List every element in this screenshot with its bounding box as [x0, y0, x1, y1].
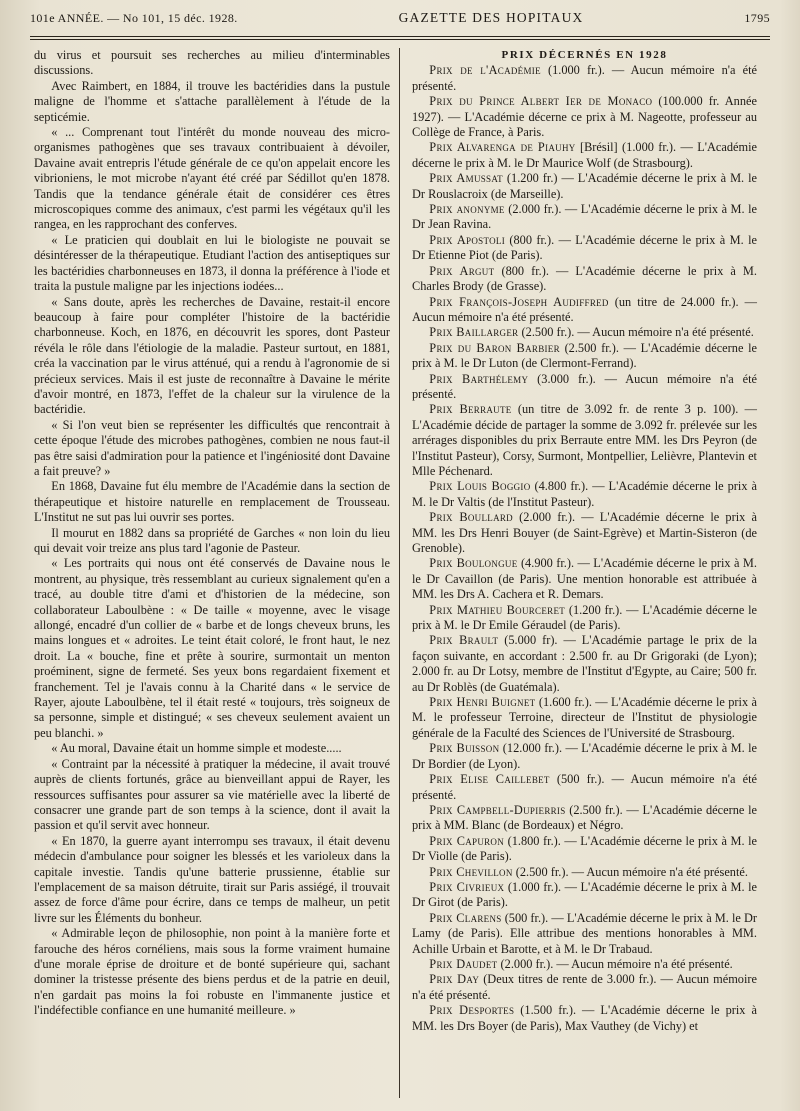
prize-text: (500 fr.). — L'Académie décerne le prix à M. le Dr Lamy (de Paris). Elle attribue des mentions honorables à MM. Achille Urbain et Barotte, et à M. le Dr Trabaud.	[412, 910, 757, 956]
paragraph: Avec Raimbert, en 1884, il trouve les bactéridies dans la pustule maligne de l'homme et s'attache parallèlement à l'étude de la septicémie.	[34, 78, 390, 124]
prize-text: (3.000 fr.). — Aucun mémoire n'a été présenté.	[412, 371, 758, 401]
prize-entry	[412, 341, 757, 372]
prize-text: (2.000 fr.). — Aucun mémoire n'a été présenté.	[497, 956, 733, 971]
prize-text: (12.000 fr.). — L'Académie décerne le prix à M. le Dr Bordier (de Lyon).	[412, 741, 757, 771]
prize-text: (1.800 fr.). — L'Académie décerne le prix à M. le Dr Violle (de Paris).	[412, 833, 757, 864]
prize-entry	[412, 741, 757, 772]
page-number: 1795	[744, 11, 770, 25]
prize-entry	[412, 325, 757, 340]
paragraph: « ... Comprenant tout l'intérêt du monde nouveau des micro-organismes pathogènes que ses travaux contribuaient à dévoiler, Davaine avait entrepris l'étude générale de ce qu'on appelait encore les vibrioniens, le mot microbe n'ayant été créé par Sédillot qu'en 1878. Tandis que la tendance générale était de considérer ces êtres microscopiques comme des animaux, c'est parmi les végétaux qu'il les rangea, en les rapprochant des conferves.	[34, 125, 390, 232]
prize-entry	[412, 372, 757, 403]
prize-name: Prix Henri Buignet	[429, 695, 536, 710]
prize-entry	[412, 972, 757, 1003]
prize-text: (100.000 fr. Année 1927). — L'Académie décerne ce prix à M. Nageotte, professeur au Collège de France, à Paris.	[412, 94, 757, 140]
prize-name: Prix Capuron	[429, 833, 505, 848]
prize-name: Prix Buisson	[429, 741, 500, 756]
prize-name: Prix Civrieux	[429, 879, 505, 894]
prize-entry	[412, 140, 757, 171]
prize-text: (5.000 fr). — L'Académie partage le prix de la façon suivante, en accordant : 2.500 fr. au Dr Grigoraki (de Lyon); 2.000 fr. au Dr Lotsy, membre de l'Institut d'Egypte, au Caire; 500 fr. au Dr Roblès (de Guatémala).	[412, 633, 758, 694]
prize-text: (500 fr.). — Aucun mémoire n'a été présenté.	[412, 772, 757, 802]
left-column	[34, 48, 390, 1019]
prize-text: (2.500 fr.). — L'Académie décerne le prix à MM. Blanc (de Bordeaux) et Négro.	[412, 802, 758, 833]
journal-title: GAZETTE DES HOPITAUX	[398, 10, 584, 25]
prize-name: Prix Campbell-Dupierris	[429, 802, 566, 817]
prize-name: Prix du Baron Barbier	[429, 340, 560, 355]
prize-entry	[412, 880, 757, 911]
prize-text: (2.500 fr.). — Aucun mémoire n'a été présenté.	[518, 325, 754, 340]
prize-text: (1.500 fr.). — L'Académie décerne le prix à MM. les Drs Boyer (de Paris), Max Vauthey (de Vichy) et	[412, 1003, 757, 1033]
prize-name: Prix Amussat	[429, 171, 503, 186]
prize-entry	[412, 63, 757, 94]
prize-name: Prix Berraute	[429, 402, 512, 417]
prize-name: Prix Chevillon	[429, 864, 513, 879]
prize-entry	[412, 633, 757, 695]
prize-text: (1.000 fr.). — Aucun mémoire n'a été présenté.	[412, 63, 757, 93]
right-column	[412, 48, 757, 1034]
prize-text: (1.200 fr.). — L'Académie décerne le prix à M. le Dr Emile Géraudel (de Paris).	[412, 602, 758, 633]
prize-name: Prix Elise Caillebet	[429, 772, 550, 787]
issue-info: 101e ANNÉE. — No 101, 15 déc. 1928.	[30, 11, 238, 25]
prize-entry	[412, 957, 757, 972]
prize-text: (un titre de 3.092 fr. de rente 3 p. 100). — L'Académie décide de partager la somme de 3.092 fr. prélevée sur les arrérages disponibles du prix Berraute entre MM. les Drs Peyron (de l'Institut Pasteur), Corsy, Surmont, Montpellier, Lelièvre, Plantevin et Mlle Péchenard.	[412, 402, 757, 478]
prize-name: Prix Desportes	[429, 1003, 515, 1018]
prize-name: Prix Brault	[429, 633, 499, 648]
paragraph: Il mourut en 1882 dans sa propriété de Garches « non loin du lieu qui devait voir treize ans plus tard l'agonie de Pasteur.	[34, 525, 390, 555]
prize-text: (1.200 fr.) — L'Académie décerne le prix à M. le Dr Rouslacroix (de Marseille).	[412, 171, 758, 201]
prize-name: Prix Alvarenga de Piauhy	[429, 140, 576, 155]
prize-name: Prix Mathieu Bourceret	[429, 602, 566, 617]
prize-entry	[412, 402, 757, 479]
prize-name: Prix Boullard	[429, 510, 513, 525]
prize-entry	[412, 479, 757, 510]
page-header	[30, 10, 770, 36]
prize-entry	[412, 911, 757, 957]
prize-text: (2.500 fr.). — L'Académie décerne le prix à M. le Dr Luton (de Clermont-Ferrand).	[412, 340, 757, 371]
prize-text: (2.000 fr.). — L'Académie décerne le prix à M. le Dr Jean Ravina.	[412, 202, 757, 232]
prize-text: (4.900 fr.). — L'Académie décerne le prix à M. le Dr Cavaillon (de Paris). Une mention honorable est attribuée à MM. les Drs A. Cachera et R. Demars.	[412, 556, 757, 602]
prize-entry	[412, 510, 757, 556]
paragraph: « Les portraits qui nous ont été conservés de Davaine nous le montrent, au physique, très ressemblant au curieux signalement qu'en a tracé, au double titre d'ami et d'historien de la médecine, son collaborateur Laboulbène : « De taille « moyenne, avec le visage allongé, encadré d'un collier de « barbe et de longs cheveux bruns, les mains longues et « adroites. Le teint était coloré, le front haut, le nez droit. La « bouche, fine et prête à sourire, surmontait un menton proéminent, signe de fermeté. Ses yeux bons regardaient fixement et franchement. Tel je l'avais connu à la Charité dans « le service de Rayer, ajoute Laboulbène, tel il était resté « toujours, très soigneux de sa personne, simple et distingué; « ses cheveux seulement avaient un peu blanchi. »	[34, 556, 390, 740]
prize-name: Prix anonyme	[429, 202, 505, 217]
section-title: PRIX DÉCERNÉS EN 1928	[501, 49, 668, 61]
paragraph: « Contraint par la nécessité à pratiquer la médecine, il avait trouvé auprès de clients fortunés, grâce au bienveillant appui de Rayer, les ressources suffisantes pour assurer sa vie matérielle avec la liberté de consacrer une grande part de son temps à la science, dont il avait la passion et qu'il servit avec honneur.	[34, 756, 390, 833]
prize-list	[412, 63, 757, 1034]
prize-entry	[412, 695, 757, 741]
prize-entry	[412, 1003, 757, 1034]
prize-text: (800 fr.). — L'Académie décerne le prix à M. Charles Brody (de Grasse).	[412, 263, 757, 294]
prize-name: Prix Daudet	[429, 956, 498, 971]
prize-name: Prix du Prince Albert Ier de Monaco	[429, 94, 653, 109]
prize-entry	[412, 264, 757, 295]
prize-text: (4.800 fr.). — L'Académie décerne le prix à M. le Dr Valtis (de l'Institut Pasteur).	[412, 479, 757, 509]
paragraph: « Si l'on veut bien se représenter les difficultés que rencontrait à cette époque l'étude des microbes pathogènes, combien ne nous faut-il pas être saisi d'admiration pour la patience et l'ingéniosité dont Davaine a fait preuve? »	[34, 417, 390, 478]
prize-name: Prix François-Joseph Audiffred	[429, 294, 609, 309]
prize-name: Prix Baillarger	[429, 325, 519, 340]
prize-name: Prix Day	[429, 972, 480, 987]
prize-text: (1.000 fr.). — L'Académie décerne le prix à M. le Dr Girot (de Paris).	[412, 879, 757, 910]
prize-text: (un titre de 24.000 fr.). — Aucun mémoire n'a été présenté.	[412, 294, 757, 324]
prize-text: (Deux titres de rente de 3.000 fr.). — Aucun mémoire n'a été présenté.	[412, 972, 758, 1002]
prize-entry	[412, 202, 757, 233]
paragraph: « En 1870, la guerre ayant interrompu ses travaux, il était devenu médecin d'ambulance pour soigner les blessés et les varioleux dans la capitale investie. Tandis qu'une batterie prussienne, établie sur l'emplacement de sa maison détruite, tirait sur Paris assiégé, il trouvait assez de force d'âme pour écrire, dans ce temps de malheur, un petit livre sur les Éléments du bonheur.	[34, 833, 390, 925]
paragraph: du virus et poursuit ses recherches au milieu d'interminables discussions.	[34, 48, 390, 78]
prize-entry	[412, 772, 757, 803]
prize-name: Prix Louis Boggio	[429, 479, 531, 494]
paragraph: « Admirable leçon de philosophie, non point à la manière forte et farouche des héros cornéliens, mais sous la forme vraiment humaine d'une morale éprise de droiture et de bonté supérieure qui, sachant dominer la tristesse présente des biens perdus et de la patrie en deuil, n'en gardait pas moins la foi robuste en l'immanente justice et l'indéfectible confiance en une humanité meilleure. »	[34, 926, 390, 1018]
prize-text: (2.000 fr.). — L'Académie décerne le prix à MM. les Drs Henri Bouyer (de Saint-Egrève) et Martin-Sisteron (de Grenoble).	[412, 510, 757, 555]
paragraph: « Le praticien qui doublait en lui le biologiste ne pouvait se désintéresser de la thérapeutique. Etudiant l'action des antiseptiques sur les bactéridies charbonneuses en 1873, il donna la préférence à l'iode et traita la pustule maligne par les injections iodées...	[34, 232, 390, 294]
header-rule-thin	[30, 39, 770, 40]
prize-text: (1.600 fr.). — L'Académie décerne le prix à M. le professeur Terroine, directeur de l'Institut de physiologie générale de la Faculté des Sciences de l'Université de Strasbourg.	[412, 695, 757, 740]
prize-name: Prix Boulongue	[429, 556, 518, 571]
prize-entry	[412, 556, 757, 602]
column-divider	[399, 48, 400, 1098]
prize-entry	[412, 865, 757, 880]
prize-name: Prix de l'Académie	[429, 63, 541, 78]
paragraph: « Au moral, Davaine était un homme simple et modeste.....	[51, 741, 342, 756]
prize-entry	[412, 803, 757, 834]
prize-name: Prix Argut	[429, 263, 495, 278]
paragraph: En 1868, Davaine fut élu membre de l'Académie dans la section de thérapeutique et histoire naturelle en remplacement de Trousseau. L'Institut ne sut pas lui ouvrir ses portes.	[34, 479, 390, 525]
prize-entry	[412, 233, 757, 264]
prize-name: Prix Barthélemy	[429, 371, 529, 386]
prize-text: (2.500 fr.). — Aucun mémoire n'a été présenté.	[512, 864, 748, 879]
prize-text: [Brésil] (1.000 fr.). — L'Académie décerne le prix à M. le Dr Maurice Wolf (de Strasbourg).	[412, 140, 758, 170]
prize-name: Prix Clarens	[429, 910, 502, 925]
prize-name: Prix Apostoli	[429, 232, 505, 247]
prize-entry	[412, 603, 757, 634]
prize-entry	[412, 171, 757, 202]
prize-entry	[412, 295, 757, 326]
paragraph: « Sans doute, après les recherches de Davaine, restait-il encore beaucoup à faire pour compléter l'histoire de la bactéridie charbonneuse. Koch, en 1876, en découvrit les spores, dont Pasteur révéla le rôle dans l'étiologie de la maladie. Pasteur surtout, en 1881, créa la vaccination par le virus atténué, qui a rendu à l'agronomie de si précieux services. Mais il est juste de reconnaître à Davaine le mérite d'avoir montré, en 1873, l'effet de la chaleur sur la virulence de la bactéridie.	[34, 294, 390, 417]
prize-entry	[412, 834, 757, 865]
prize-entry	[412, 94, 757, 140]
header-rule	[30, 36, 770, 37]
prize-text: (800 fr.). — L'Académie décerne le prix à M. le Dr Etienne Piot (de Paris).	[412, 232, 757, 263]
